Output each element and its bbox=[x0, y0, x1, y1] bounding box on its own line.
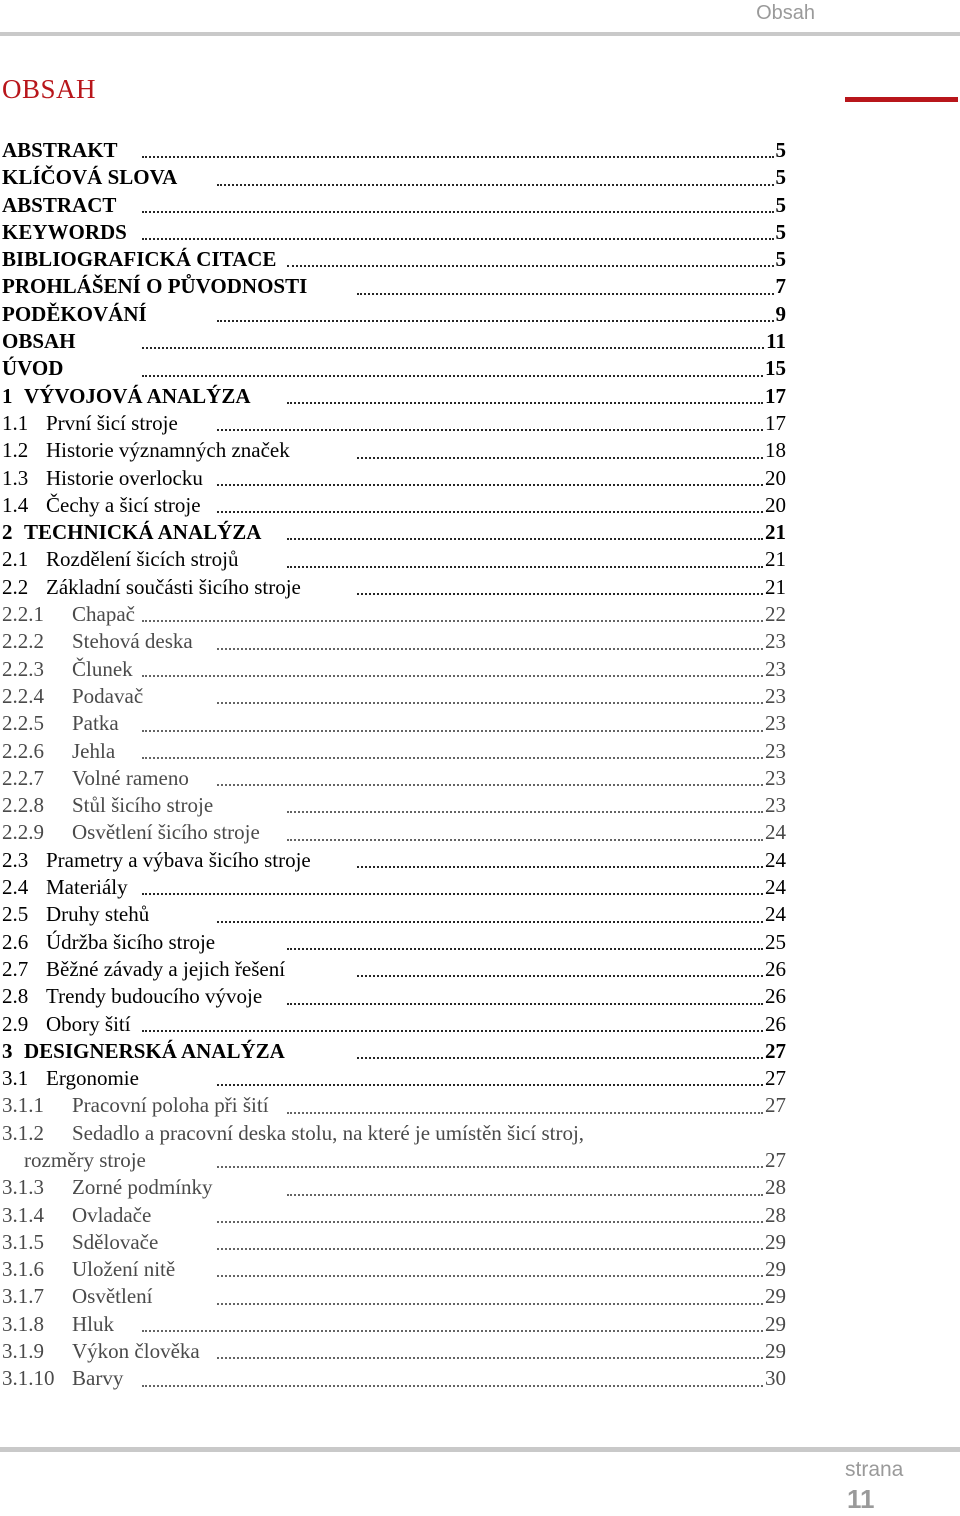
toc-entry-page: 5 bbox=[775, 138, 786, 162]
toc-entry-title: BIBLIOGRAFICKÁ CITACE bbox=[2, 247, 277, 272]
toc-leader-dots bbox=[142, 893, 763, 895]
toc-entry[interactable] bbox=[2, 929, 792, 956]
toc-entry[interactable] bbox=[2, 273, 792, 300]
toc-leader-dots bbox=[287, 1194, 763, 1196]
toc-entry-title: ÚVOD bbox=[2, 356, 64, 381]
toc-leader-dots bbox=[142, 375, 763, 377]
toc-entry-title: Chapač bbox=[72, 602, 135, 627]
toc-entry-page: 23 bbox=[765, 738, 786, 763]
toc-leader-dots bbox=[217, 702, 763, 704]
toc-entry-page: 5 bbox=[775, 192, 786, 217]
toc-entry-title: Obory šití bbox=[46, 1011, 131, 1036]
toc-entry-page: 23 bbox=[765, 629, 786, 654]
toc-entry-page: 15 bbox=[765, 356, 786, 381]
toc-entry-number: 1 bbox=[2, 383, 13, 408]
toc-leader-dots bbox=[357, 457, 763, 459]
toc-entry-title: Podavač bbox=[72, 683, 144, 708]
toc-entry-number: 3.1.6 bbox=[2, 1257, 44, 1282]
toc-leader-dots bbox=[142, 211, 774, 213]
toc-entry-title: První šicí stroje bbox=[46, 410, 178, 435]
toc-entry[interactable] bbox=[2, 137, 792, 164]
toc-entry-title: Volné rameno bbox=[72, 765, 189, 790]
toc-leader-dots bbox=[142, 156, 774, 158]
toc-entry-number: 3.1 bbox=[2, 1066, 29, 1091]
toc-leader-dots bbox=[287, 948, 763, 950]
toc-leader-dots bbox=[357, 293, 774, 295]
toc-entry[interactable] bbox=[2, 355, 792, 382]
toc-entry-number: 3.1.10 bbox=[2, 1366, 55, 1391]
toc-entry[interactable] bbox=[2, 1092, 792, 1119]
accent-bar bbox=[845, 97, 958, 102]
toc-entry-page: 23 bbox=[765, 711, 786, 736]
toc-entry-page: 26 bbox=[765, 956, 786, 981]
toc-entry[interactable] bbox=[2, 601, 792, 628]
toc-entry-title: Stůl šicího stroje bbox=[72, 793, 214, 818]
toc-entry-number: 3.1.7 bbox=[2, 1284, 44, 1309]
toc-entry[interactable] bbox=[2, 738, 792, 765]
toc-entry[interactable] bbox=[2, 192, 792, 219]
toc-leader-dots bbox=[142, 730, 763, 732]
toc-entry-number: 2.2.9 bbox=[2, 820, 44, 845]
toc-entry-number: 2.9 bbox=[2, 1011, 29, 1036]
toc-entry-title: Čechy a šicí stroje bbox=[46, 492, 201, 517]
toc-entry-title: Historie významných značek bbox=[46, 438, 290, 463]
toc-entry-title: ABSTRAKT bbox=[2, 138, 118, 162]
toc-leader-dots bbox=[357, 866, 763, 868]
toc-entry-title: Člunek bbox=[72, 656, 133, 681]
toc-entry-title-continued: rozměry stroje bbox=[24, 1147, 146, 1172]
toc-leader-dots bbox=[217, 1166, 763, 1168]
toc-leader-dots bbox=[287, 538, 763, 540]
toc-entry[interactable] bbox=[2, 437, 792, 464]
toc-entry[interactable] bbox=[2, 1011, 792, 1038]
toc-leader-dots bbox=[287, 402, 763, 404]
toc-entry-title: ABSTRACT bbox=[2, 192, 117, 217]
toc-entry-number: 3.1.9 bbox=[2, 1339, 44, 1364]
toc-entry-title: Osvětlení bbox=[72, 1284, 153, 1309]
toc-entry-title: Ovladače bbox=[72, 1202, 152, 1227]
toc-entry[interactable] bbox=[2, 710, 792, 737]
running-head: Obsah bbox=[756, 2, 815, 24]
toc-entry[interactable] bbox=[2, 1065, 792, 1092]
toc-entry[interactable] bbox=[2, 1202, 792, 1229]
toc-entry[interactable] bbox=[2, 1365, 792, 1392]
toc-entry-page: 29 bbox=[765, 1284, 786, 1309]
toc-leader-dots bbox=[142, 1385, 763, 1387]
toc-entry[interactable] bbox=[2, 164, 792, 191]
toc-leader-dots bbox=[217, 320, 774, 322]
toc-leader-dots bbox=[142, 1030, 763, 1032]
toc-entry-title: Sdělovače bbox=[72, 1229, 159, 1254]
toc-leader-dots bbox=[217, 511, 763, 513]
toc-entry[interactable] bbox=[2, 1256, 792, 1283]
toc-entry[interactable] bbox=[2, 1038, 792, 1065]
toc-entry-number: 3.1.1 bbox=[2, 1093, 44, 1118]
toc-entry[interactable] bbox=[2, 628, 792, 655]
toc-entry-page: 11 bbox=[766, 329, 786, 354]
toc-entry-page: 23 bbox=[765, 683, 786, 708]
toc-entry-page: 26 bbox=[765, 984, 786, 1009]
toc-entry-title: Druhy stehů bbox=[46, 902, 150, 927]
toc-entry-title: KLÍČOVÁ SLOVA bbox=[2, 165, 178, 190]
toc-entry-page: 18 bbox=[765, 438, 786, 463]
toc-entry-number: 1.4 bbox=[2, 492, 29, 517]
toc-entry-page: 27 bbox=[765, 1066, 786, 1091]
toc-entry-number: 2.2.6 bbox=[2, 738, 44, 763]
toc-leader-dots bbox=[357, 1057, 763, 1059]
toc-entry-number: 2.7 bbox=[2, 956, 29, 981]
toc-entry[interactable] bbox=[2, 546, 792, 573]
toc-entry-page: 29 bbox=[765, 1229, 786, 1254]
toc-entry-number: 2.2.1 bbox=[2, 602, 44, 627]
toc-leader-dots bbox=[217, 1275, 763, 1277]
toc-entry-number: 2.4 bbox=[2, 875, 29, 900]
toc-entry-page: 27 bbox=[765, 1147, 786, 1172]
toc-entry-page: 22 bbox=[765, 602, 786, 627]
toc-leader-dots bbox=[142, 347, 764, 349]
toc-leader-dots bbox=[287, 566, 763, 568]
toc-leader-dots bbox=[287, 265, 774, 267]
toc-entry-page: 29 bbox=[765, 1311, 786, 1336]
toc-leader-dots bbox=[287, 1112, 763, 1114]
toc-entry-title: Údržba šicího stroje bbox=[46, 929, 216, 954]
toc-leader-dots bbox=[142, 1330, 763, 1332]
toc-leader-dots bbox=[217, 1248, 763, 1250]
toc-leader-dots bbox=[217, 484, 763, 486]
toc-entry[interactable] bbox=[2, 683, 792, 710]
toc-entry[interactable] bbox=[2, 1174, 792, 1201]
footer-page-label: strana bbox=[845, 1458, 904, 1481]
toc-entry-title: Běžné závady a jejich řešení bbox=[46, 956, 286, 981]
toc-entry-title: Trendy budoucího vývoje bbox=[46, 984, 263, 1009]
toc-entry[interactable] bbox=[2, 519, 792, 546]
toc-entry-title: Prametry a výbava šicího stroje bbox=[46, 847, 311, 872]
toc-entry[interactable] bbox=[2, 819, 792, 846]
toc-entry-title: Historie overlocku bbox=[46, 465, 203, 490]
toc-leader-dots bbox=[217, 648, 763, 650]
toc-leader-dots bbox=[217, 184, 774, 186]
toc-entry-title: Materiály bbox=[46, 875, 128, 900]
toc-entry[interactable] bbox=[2, 492, 792, 519]
toc-entry-page: 21 bbox=[765, 574, 786, 599]
toc-entry-page: 5 bbox=[775, 247, 786, 272]
toc-leader-dots bbox=[217, 1084, 763, 1086]
page-title: OBSAH bbox=[2, 74, 97, 104]
toc-entry-title: Ergonomie bbox=[46, 1066, 139, 1091]
toc-entry[interactable] bbox=[2, 383, 792, 410]
toc-entry[interactable] bbox=[2, 410, 792, 437]
toc-entry-page: 20 bbox=[765, 465, 786, 490]
toc-entry-number: 2.2.2 bbox=[2, 629, 44, 654]
toc-entry-number: 2.6 bbox=[2, 929, 29, 954]
toc-leader-dots bbox=[357, 593, 763, 595]
toc-entry-number: 3.1.2 bbox=[2, 1120, 44, 1145]
toc-entry[interactable] bbox=[2, 1311, 792, 1338]
toc-entry-number: 2.8 bbox=[2, 984, 29, 1009]
toc-entry-title: Výkon člověka bbox=[72, 1339, 200, 1364]
toc-entry-number: 1.1 bbox=[2, 410, 29, 435]
toc-leader-dots bbox=[217, 1357, 763, 1359]
toc-entry-title: Rozdělení šicích strojů bbox=[46, 547, 239, 572]
toc-entry-title: Hluk bbox=[72, 1311, 114, 1336]
toc-entry[interactable] bbox=[2, 246, 792, 273]
toc-entry-number: 2.2.3 bbox=[2, 656, 44, 681]
toc-entry[interactable] bbox=[2, 328, 792, 355]
toc-entry-page: 24 bbox=[765, 847, 786, 872]
toc-entry-title: Jehla bbox=[72, 738, 116, 763]
toc-leader-dots bbox=[287, 811, 763, 813]
toc-entry-page: 24 bbox=[765, 820, 786, 845]
toc-entry-number: 2 bbox=[2, 520, 13, 545]
toc-entry-page: 24 bbox=[765, 902, 786, 927]
toc-leader-dots bbox=[142, 675, 763, 677]
toc-leader-dots bbox=[217, 1303, 763, 1305]
toc-entry-number: 3 bbox=[2, 1038, 13, 1063]
toc-entry[interactable] bbox=[2, 656, 792, 683]
toc-entry[interactable] bbox=[2, 574, 792, 601]
toc-entry[interactable] bbox=[2, 1120, 792, 1175]
toc-entry-title: DESIGNERSKÁ ANALÝZA bbox=[24, 1038, 285, 1063]
toc-entry[interactable] bbox=[2, 983, 792, 1010]
toc-leader-dots bbox=[142, 238, 774, 240]
toc-entry-title: PROHLÁŠENÍ O PŮVODNOSTI bbox=[2, 274, 308, 299]
toc-entry-number: 1.3 bbox=[2, 465, 29, 490]
toc-entry[interactable] bbox=[2, 1229, 792, 1256]
toc-entry-page: 24 bbox=[765, 875, 786, 900]
toc-entry-page: 27 bbox=[765, 1093, 786, 1118]
toc-entry-page: 9 bbox=[775, 301, 786, 326]
toc-entry-title: VÝVOJOVÁ ANALÝZA bbox=[24, 383, 251, 408]
toc-entry-number: 2.2.8 bbox=[2, 793, 44, 818]
toc-entry-title: KEYWORDS bbox=[2, 219, 127, 244]
bottom-rule bbox=[0, 1447, 960, 1452]
toc-entry-page: 23 bbox=[765, 656, 786, 681]
toc-entry-page: 5 bbox=[775, 219, 786, 244]
toc-entry[interactable] bbox=[2, 219, 792, 246]
toc-entry-number: 1.2 bbox=[2, 438, 29, 463]
toc-entry-page: 29 bbox=[765, 1339, 786, 1364]
toc-leader-dots bbox=[217, 429, 763, 431]
toc-entry-page: 28 bbox=[765, 1175, 786, 1200]
toc-entry-page: 23 bbox=[765, 793, 786, 818]
toc-leader-dots bbox=[217, 784, 763, 786]
toc-entry-title: Patka bbox=[72, 711, 119, 736]
toc-leader-dots bbox=[217, 921, 763, 923]
toc-entry-number: 2.1 bbox=[2, 547, 29, 572]
toc-entry-page: 28 bbox=[765, 1202, 786, 1227]
top-rule bbox=[0, 32, 960, 36]
toc-entry-number: 2.2.4 bbox=[2, 683, 44, 708]
toc-entry-title: Sedadlo a pracovní deska stolu, na které je umístěn šicí stroj, bbox=[72, 1120, 585, 1145]
toc-entry-title: Pracovní poloha při šití bbox=[72, 1093, 269, 1118]
toc-entry-number: 2.3 bbox=[2, 847, 29, 872]
toc-entry-page: 17 bbox=[765, 383, 786, 408]
toc-entry-title: Uložení nitě bbox=[72, 1257, 176, 1282]
toc-entry[interactable] bbox=[2, 792, 792, 819]
toc-entry-number: 2.2 bbox=[2, 574, 29, 599]
toc-leader-dots bbox=[217, 1221, 763, 1223]
toc-entry-number: 3.1.5 bbox=[2, 1229, 44, 1254]
toc-entry-page: 30 bbox=[765, 1366, 786, 1391]
toc-entry-page: 26 bbox=[765, 1011, 786, 1036]
toc-entry-title: TECHNICKÁ ANALÝZA bbox=[24, 520, 262, 545]
toc-entry-page: 7 bbox=[775, 274, 786, 299]
toc-entry-page: 25 bbox=[765, 929, 786, 954]
toc-entry[interactable] bbox=[2, 301, 792, 328]
toc-entry-page: 21 bbox=[765, 547, 786, 572]
table-of-contents bbox=[2, 137, 792, 1393]
toc-leader-dots bbox=[142, 620, 763, 622]
toc-entry-number: 3.1.3 bbox=[2, 1175, 44, 1200]
toc-entry-page: 17 bbox=[765, 410, 786, 435]
toc-entry-title: Stehová deska bbox=[72, 629, 193, 654]
toc-entry-page: 23 bbox=[765, 765, 786, 790]
toc-leader-dots bbox=[357, 975, 763, 977]
toc-entry-number: 2.2.5 bbox=[2, 711, 44, 736]
toc-entry[interactable] bbox=[2, 465, 792, 492]
toc-entry-number: 3.1.8 bbox=[2, 1311, 44, 1336]
toc-leader-dots bbox=[142, 757, 763, 759]
toc-entry-number: 2.5 bbox=[2, 902, 29, 927]
toc-entry-page: 29 bbox=[765, 1257, 786, 1282]
toc-entry[interactable] bbox=[2, 1283, 792, 1310]
toc-entry-page: 27 bbox=[765, 1038, 786, 1063]
toc-entry[interactable] bbox=[2, 901, 792, 928]
footer-page-number: 11 bbox=[847, 1484, 875, 1514]
toc-entry-title: Barvy bbox=[72, 1366, 124, 1391]
toc-entry-title: OBSAH bbox=[2, 329, 76, 354]
toc-entry-title: Zorné podmínky bbox=[72, 1175, 213, 1200]
toc-entry[interactable] bbox=[2, 874, 792, 901]
toc-entry-title: Osvětlení šicího stroje bbox=[72, 820, 260, 845]
toc-entry-title: Základní součásti šicího stroje bbox=[46, 574, 301, 599]
toc-entry[interactable] bbox=[2, 847, 792, 874]
toc-leader-dots bbox=[287, 839, 763, 841]
toc-entry[interactable] bbox=[2, 765, 792, 792]
toc-entry-title: PODĚKOVÁNÍ bbox=[2, 301, 147, 326]
toc-entry-page: 21 bbox=[765, 520, 786, 545]
toc-entry-number: 3.1.4 bbox=[2, 1202, 44, 1227]
toc-entry-number: 2.2.7 bbox=[2, 765, 44, 790]
toc-entry-page: 5 bbox=[775, 165, 786, 190]
toc-leader-dots bbox=[287, 1003, 763, 1005]
toc-entry-page: 20 bbox=[765, 492, 786, 517]
toc-entry[interactable] bbox=[2, 1338, 792, 1365]
toc-entry[interactable] bbox=[2, 956, 792, 983]
